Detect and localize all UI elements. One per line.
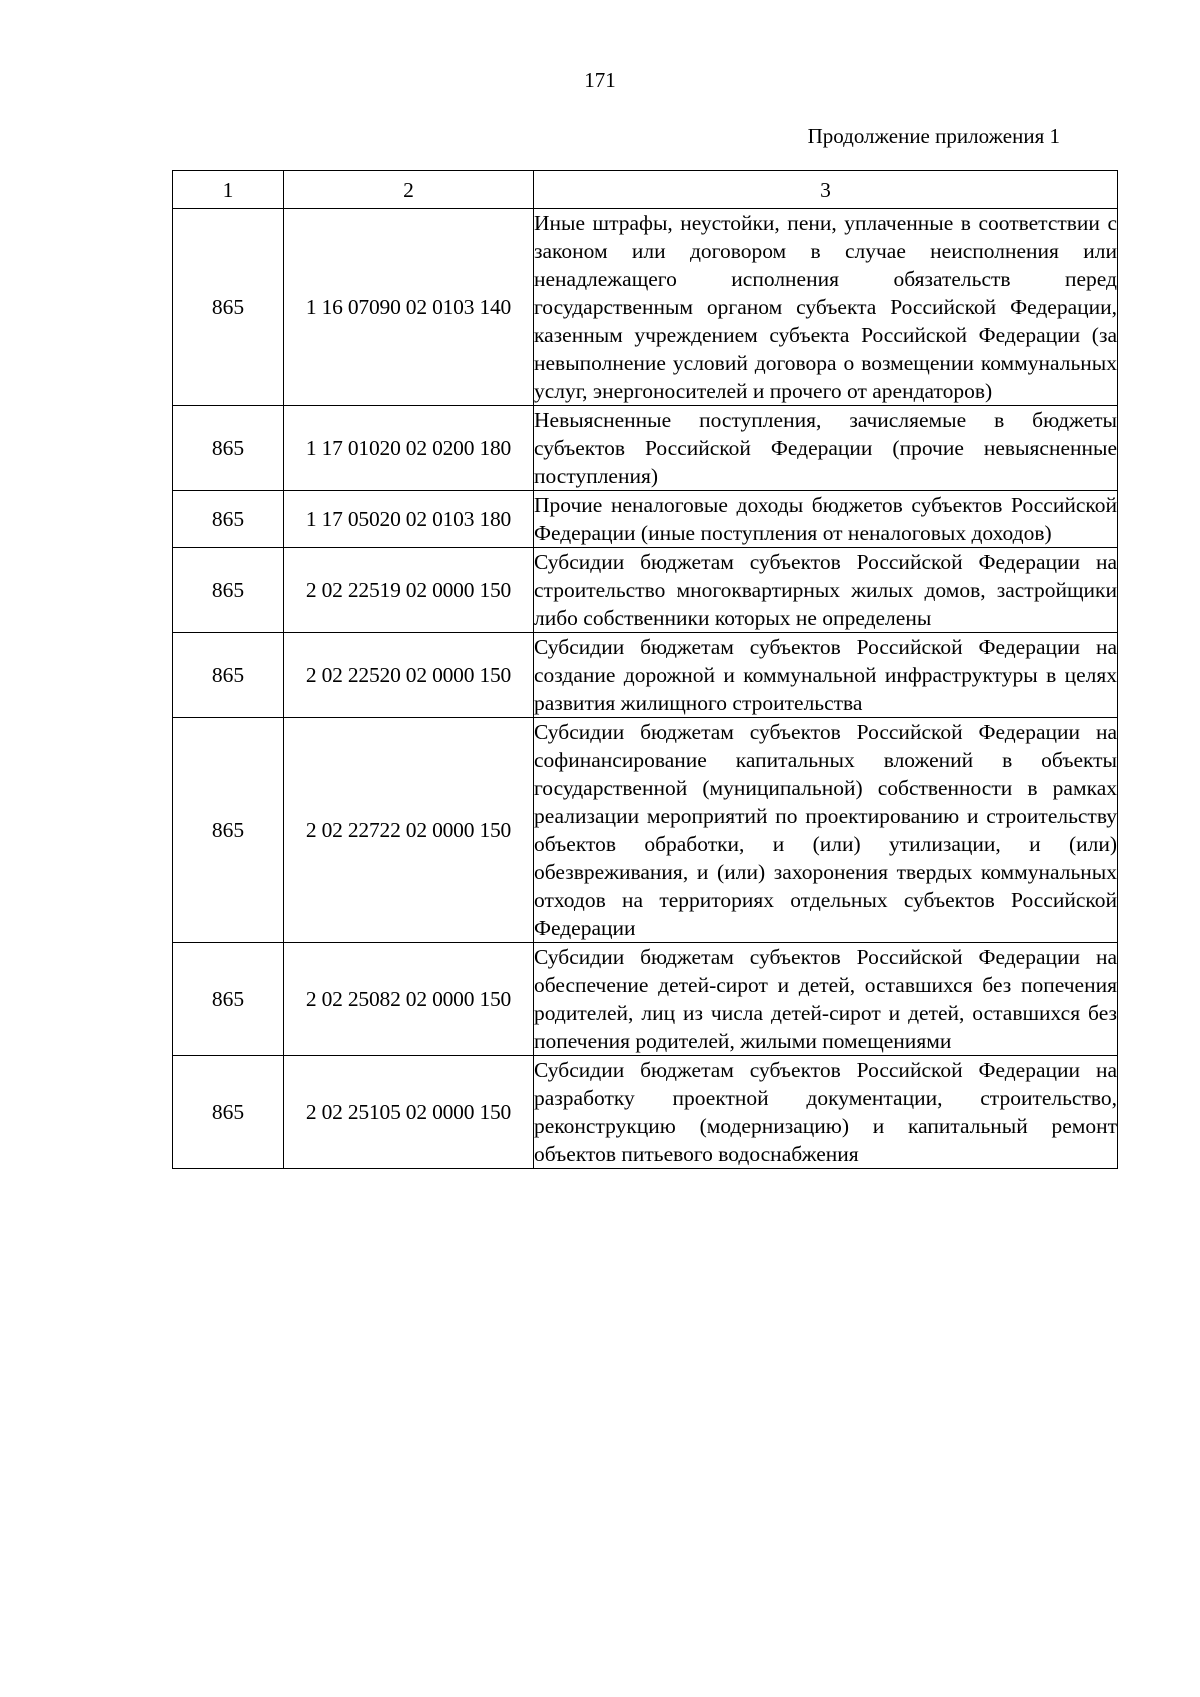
admin-code-cell: 865 xyxy=(173,943,284,1056)
admin-code-cell: 865 xyxy=(173,1056,284,1169)
table-header-row xyxy=(173,171,1118,209)
budget-classification-code-cell: 2 02 22722 02 0000 150 xyxy=(284,718,534,943)
income-description-cell: Субсидии бюджетам субъектов Российской Федерации на создание дорожной и коммунальной инфраструктуры в целях развития жилищного строительства xyxy=(534,633,1118,718)
column-header-1: 1 xyxy=(173,171,284,209)
table-row xyxy=(173,491,1118,548)
table-row xyxy=(173,406,1118,491)
table-row xyxy=(173,633,1118,718)
budget-classification-code-cell: 2 02 25082 02 0000 150 xyxy=(284,943,534,1056)
budget-classification-code-cell: 1 17 01020 02 0200 180 xyxy=(284,406,534,491)
admin-code-cell: 865 xyxy=(173,406,284,491)
admin-code-cell: 865 xyxy=(173,718,284,943)
income-description-cell: Субсидии бюджетам субъектов Российской Федерации на строительство многоквартирных жилых домов, застройщики либо собственники которых не определены xyxy=(534,548,1118,633)
budget-classification-code-cell: 1 17 05020 02 0103 180 xyxy=(284,491,534,548)
page-number: 171 xyxy=(584,68,616,92)
admin-code-cell: 865 xyxy=(173,633,284,718)
revenue-codes-table xyxy=(172,170,1118,1169)
budget-classification-code-cell: 2 02 22519 02 0000 150 xyxy=(284,548,534,633)
table-row xyxy=(173,548,1118,633)
income-description-cell: Субсидии бюджетам субъектов Российской Федерации на разработку проектной документации, строительство, реконструкцию (модернизацию) и капитальный ремонт объектов питьевого водоснабжения xyxy=(534,1056,1118,1169)
income-description-cell: Иные штрафы, неустойки, пени, уплаченные в соответствии с законом или договором в случае неисполнения или ненадлежащего исполнения обязательств перед государственным органом субъекта Российской Федерации, казенным учреждением субъекта Российской Федерации (за невыполнение условий договора о возмещении коммунальных услуг, энергоносителей и прочего от арендаторов) xyxy=(534,209,1118,406)
income-description-cell: Субсидии бюджетам субъектов Российской Федерации на обеспечение детей-сирот и детей, оставшихся без попечения родителей, лиц из числа детей-сирот и детей, оставшихся без попечения родителей, жилыми помещениями xyxy=(534,943,1118,1056)
appendix-continuation-label: Продолжение приложения 1 xyxy=(807,124,1060,148)
table-row xyxy=(173,718,1118,943)
income-description-cell: Невыясненные поступления, зачисляемые в бюджеты субъектов Российской Федерации (прочие невыясненные поступления) xyxy=(534,406,1118,491)
income-description-cell: Прочие неналоговые доходы бюджетов субъектов Российской Федерации (иные поступления от неналоговых доходов) xyxy=(534,491,1118,548)
budget-classification-code-cell: 1 16 07090 02 0103 140 xyxy=(284,209,534,406)
budget-classification-code-cell: 2 02 25105 02 0000 150 xyxy=(284,1056,534,1169)
column-header-3: 3 xyxy=(534,171,1118,209)
admin-code-cell: 865 xyxy=(173,548,284,633)
table-row xyxy=(173,1056,1118,1169)
admin-code-cell: 865 xyxy=(173,209,284,406)
table-row xyxy=(173,209,1118,406)
column-header-2: 2 xyxy=(284,171,534,209)
budget-classification-code-cell: 2 02 22520 02 0000 150 xyxy=(284,633,534,718)
table-row xyxy=(173,943,1118,1056)
admin-code-cell: 865 xyxy=(173,491,284,548)
income-description-cell: Субсидии бюджетам субъектов Российской Федерации на софинансирование капитальных вложений в объекты государственной (муниципальной) собственности в рамках реализации мероприятий по проектированию и строительству объектов обработки, и (или) утилизации, и (или) обезвреживания, и (или) захоронения твердых коммунальных отходов на территориях отдельных субъектов Российской Федерации xyxy=(534,718,1118,943)
